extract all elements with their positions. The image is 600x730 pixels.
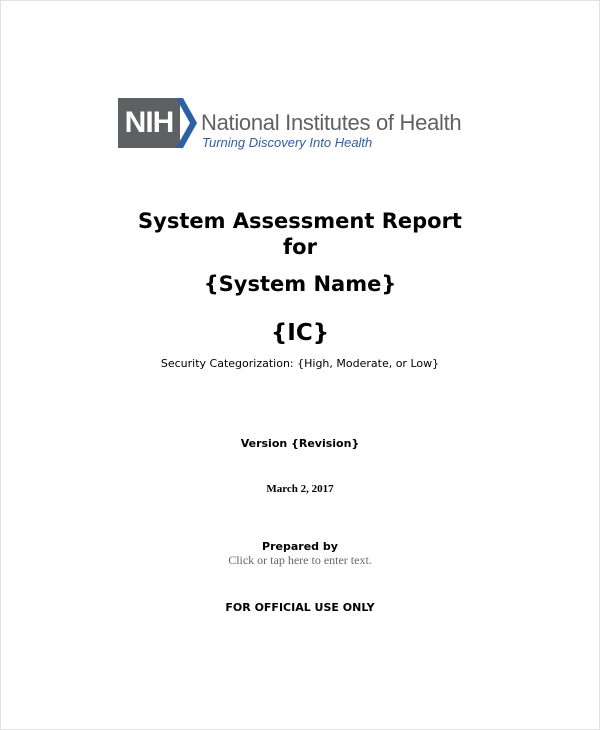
security-categorization: Security Categorization: {High, Moderate, or Low} <box>160 357 440 370</box>
system-name: {System Name} <box>203 272 397 296</box>
prepared-by-label: Prepared by <box>262 540 338 553</box>
logo-name: National Institutes of Health <box>201 110 462 135</box>
logo-acronym: NIH <box>124 106 174 139</box>
report-title: System Assessment Report <box>138 209 462 233</box>
report-title-for: for <box>283 235 317 259</box>
chevron-icon <box>176 98 198 148</box>
prepared-by-field[interactable]: Click or tap here to enter text. <box>228 553 372 567</box>
logo-tagline: Turning Discovery Into Health <box>202 135 373 150</box>
ic-name: {IC} <box>270 320 330 346</box>
official-use-notice: FOR OFFICIAL USE ONLY <box>225 601 375 614</box>
version: Version {Revision} <box>240 437 360 450</box>
report-date: March 2, 2017 <box>266 483 334 495</box>
